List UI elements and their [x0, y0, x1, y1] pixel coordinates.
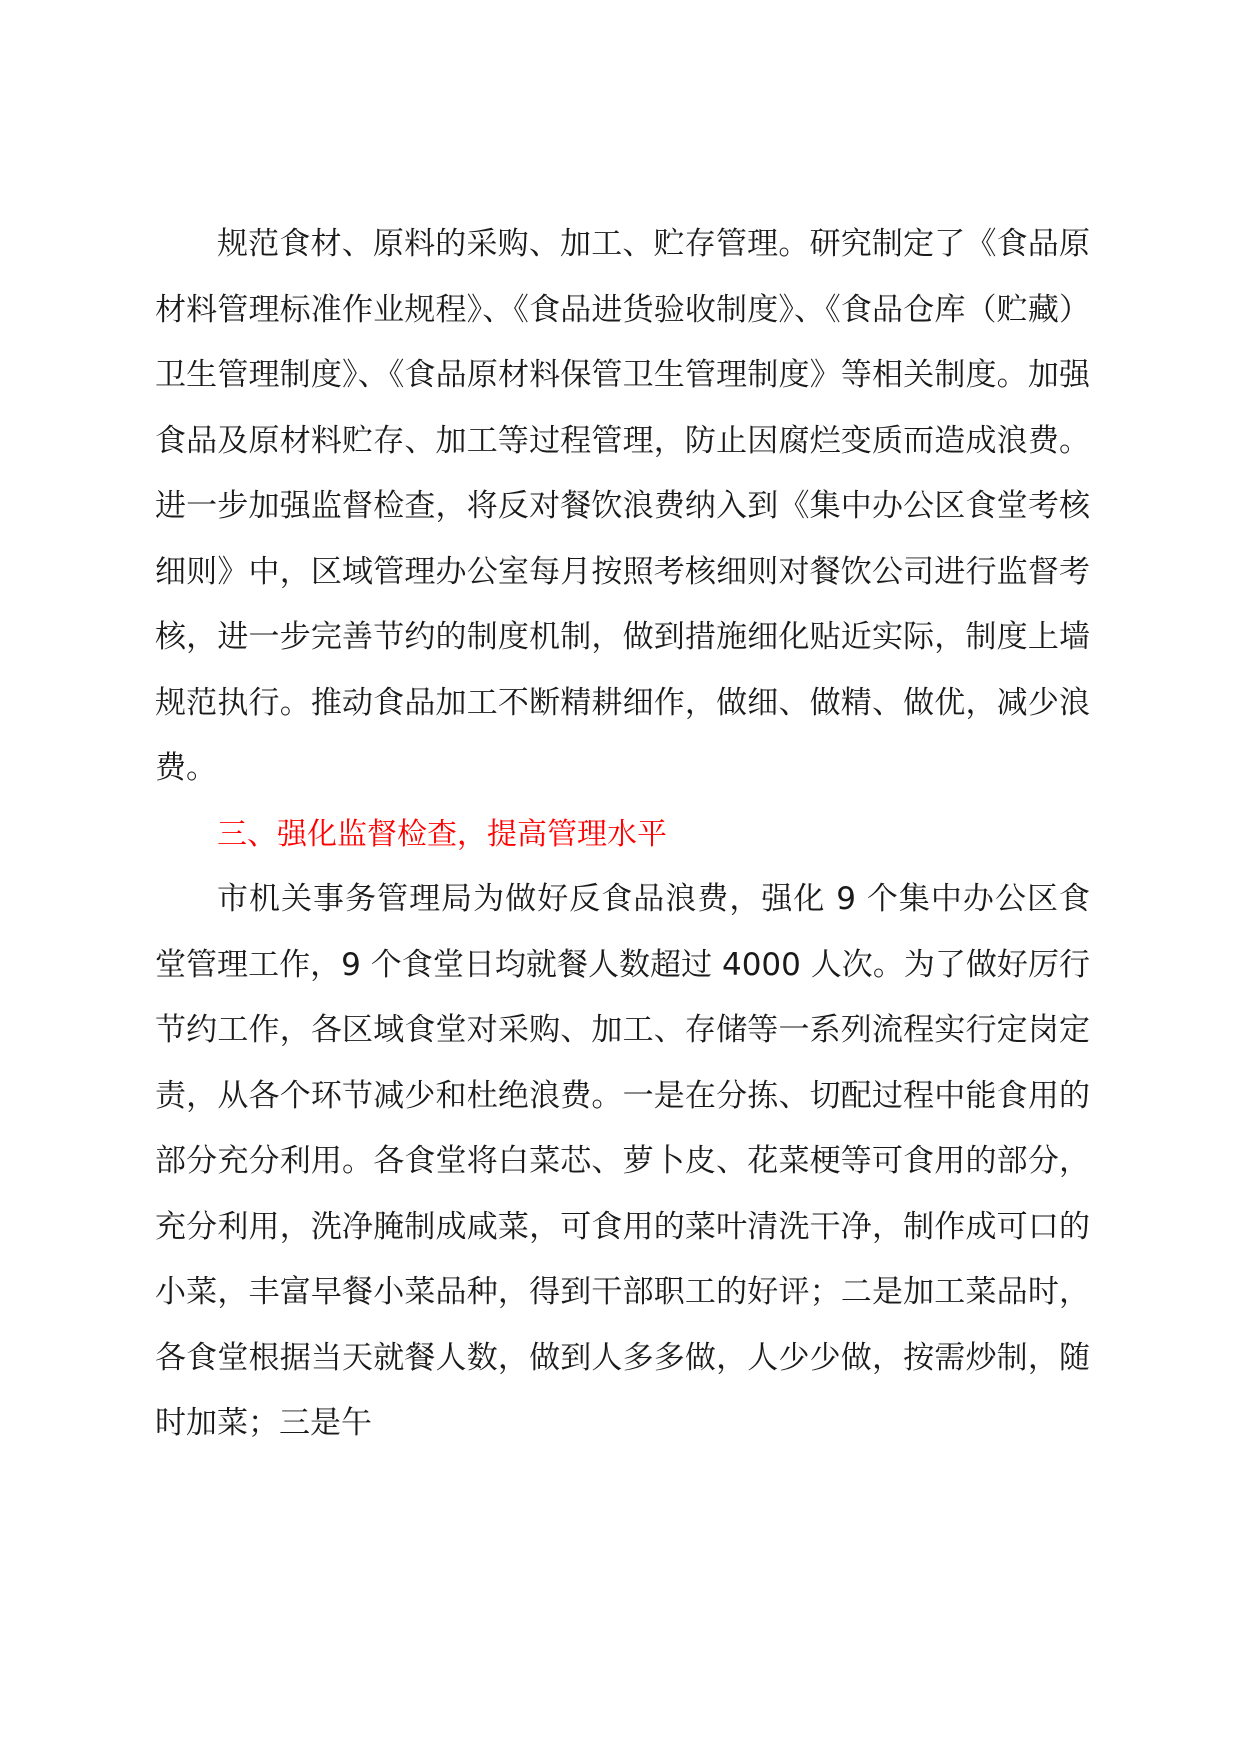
paragraph-canteen-management: 市机关事务管理局为做好反食品浪费，强化 9 个集中办公区食堂管理工作，9 个食堂日均就餐人数超过 4000 人次。为了做好厉行节约工作，各区域食堂对采购、加工、存储等一系列流程实行定岗定责，从各个环节减少和杜绝浪费。一是在分拣、切配过程中能食用的部分充分利用。各食堂将白菜芯、萝卜皮、花菜梗等可食用的部分，充分利用，洗净腌制成咸菜，可食用的菜叶清洗干净，制作成可口的小菜，丰富早餐小菜品种，得到干部职工的好评；二是加工菜品时，各食堂根据当天就餐人数，做到人多多做，人少少做，按需炒制，随时加菜；三是午 — [155, 881, 1090, 1441]
section-heading: 三、强化监督检查，提高管理水平 — [217, 816, 667, 852]
paragraph-procurement-management: 规范食材、原料的采购、加工、贮存管理。研究制定了《食品原材料管理标准作业规程》、《食品进货验收制度》、《食品仓库（贮藏）卫生管理制度》、《食品原材料保管卫生管理制度》等相关制度。加强食品及原材料贮存、加工等过程管理，防止因腐烂变质而造成浪费。进一步加强监督检查，将反对餐饮浪费纳入到《集中办公区食堂考核细则》中，区域管理办公室每月按照考核细则对餐饮公司进行监督考核，进一步完善节约的制度机制，做到措施细化贴近实际，制度上墙规范执行。推动食品加工不断精耕细作，做细、做精、做优，减少浪费。 — [155, 226, 1090, 786]
document-body — [155, 212, 1090, 1457]
